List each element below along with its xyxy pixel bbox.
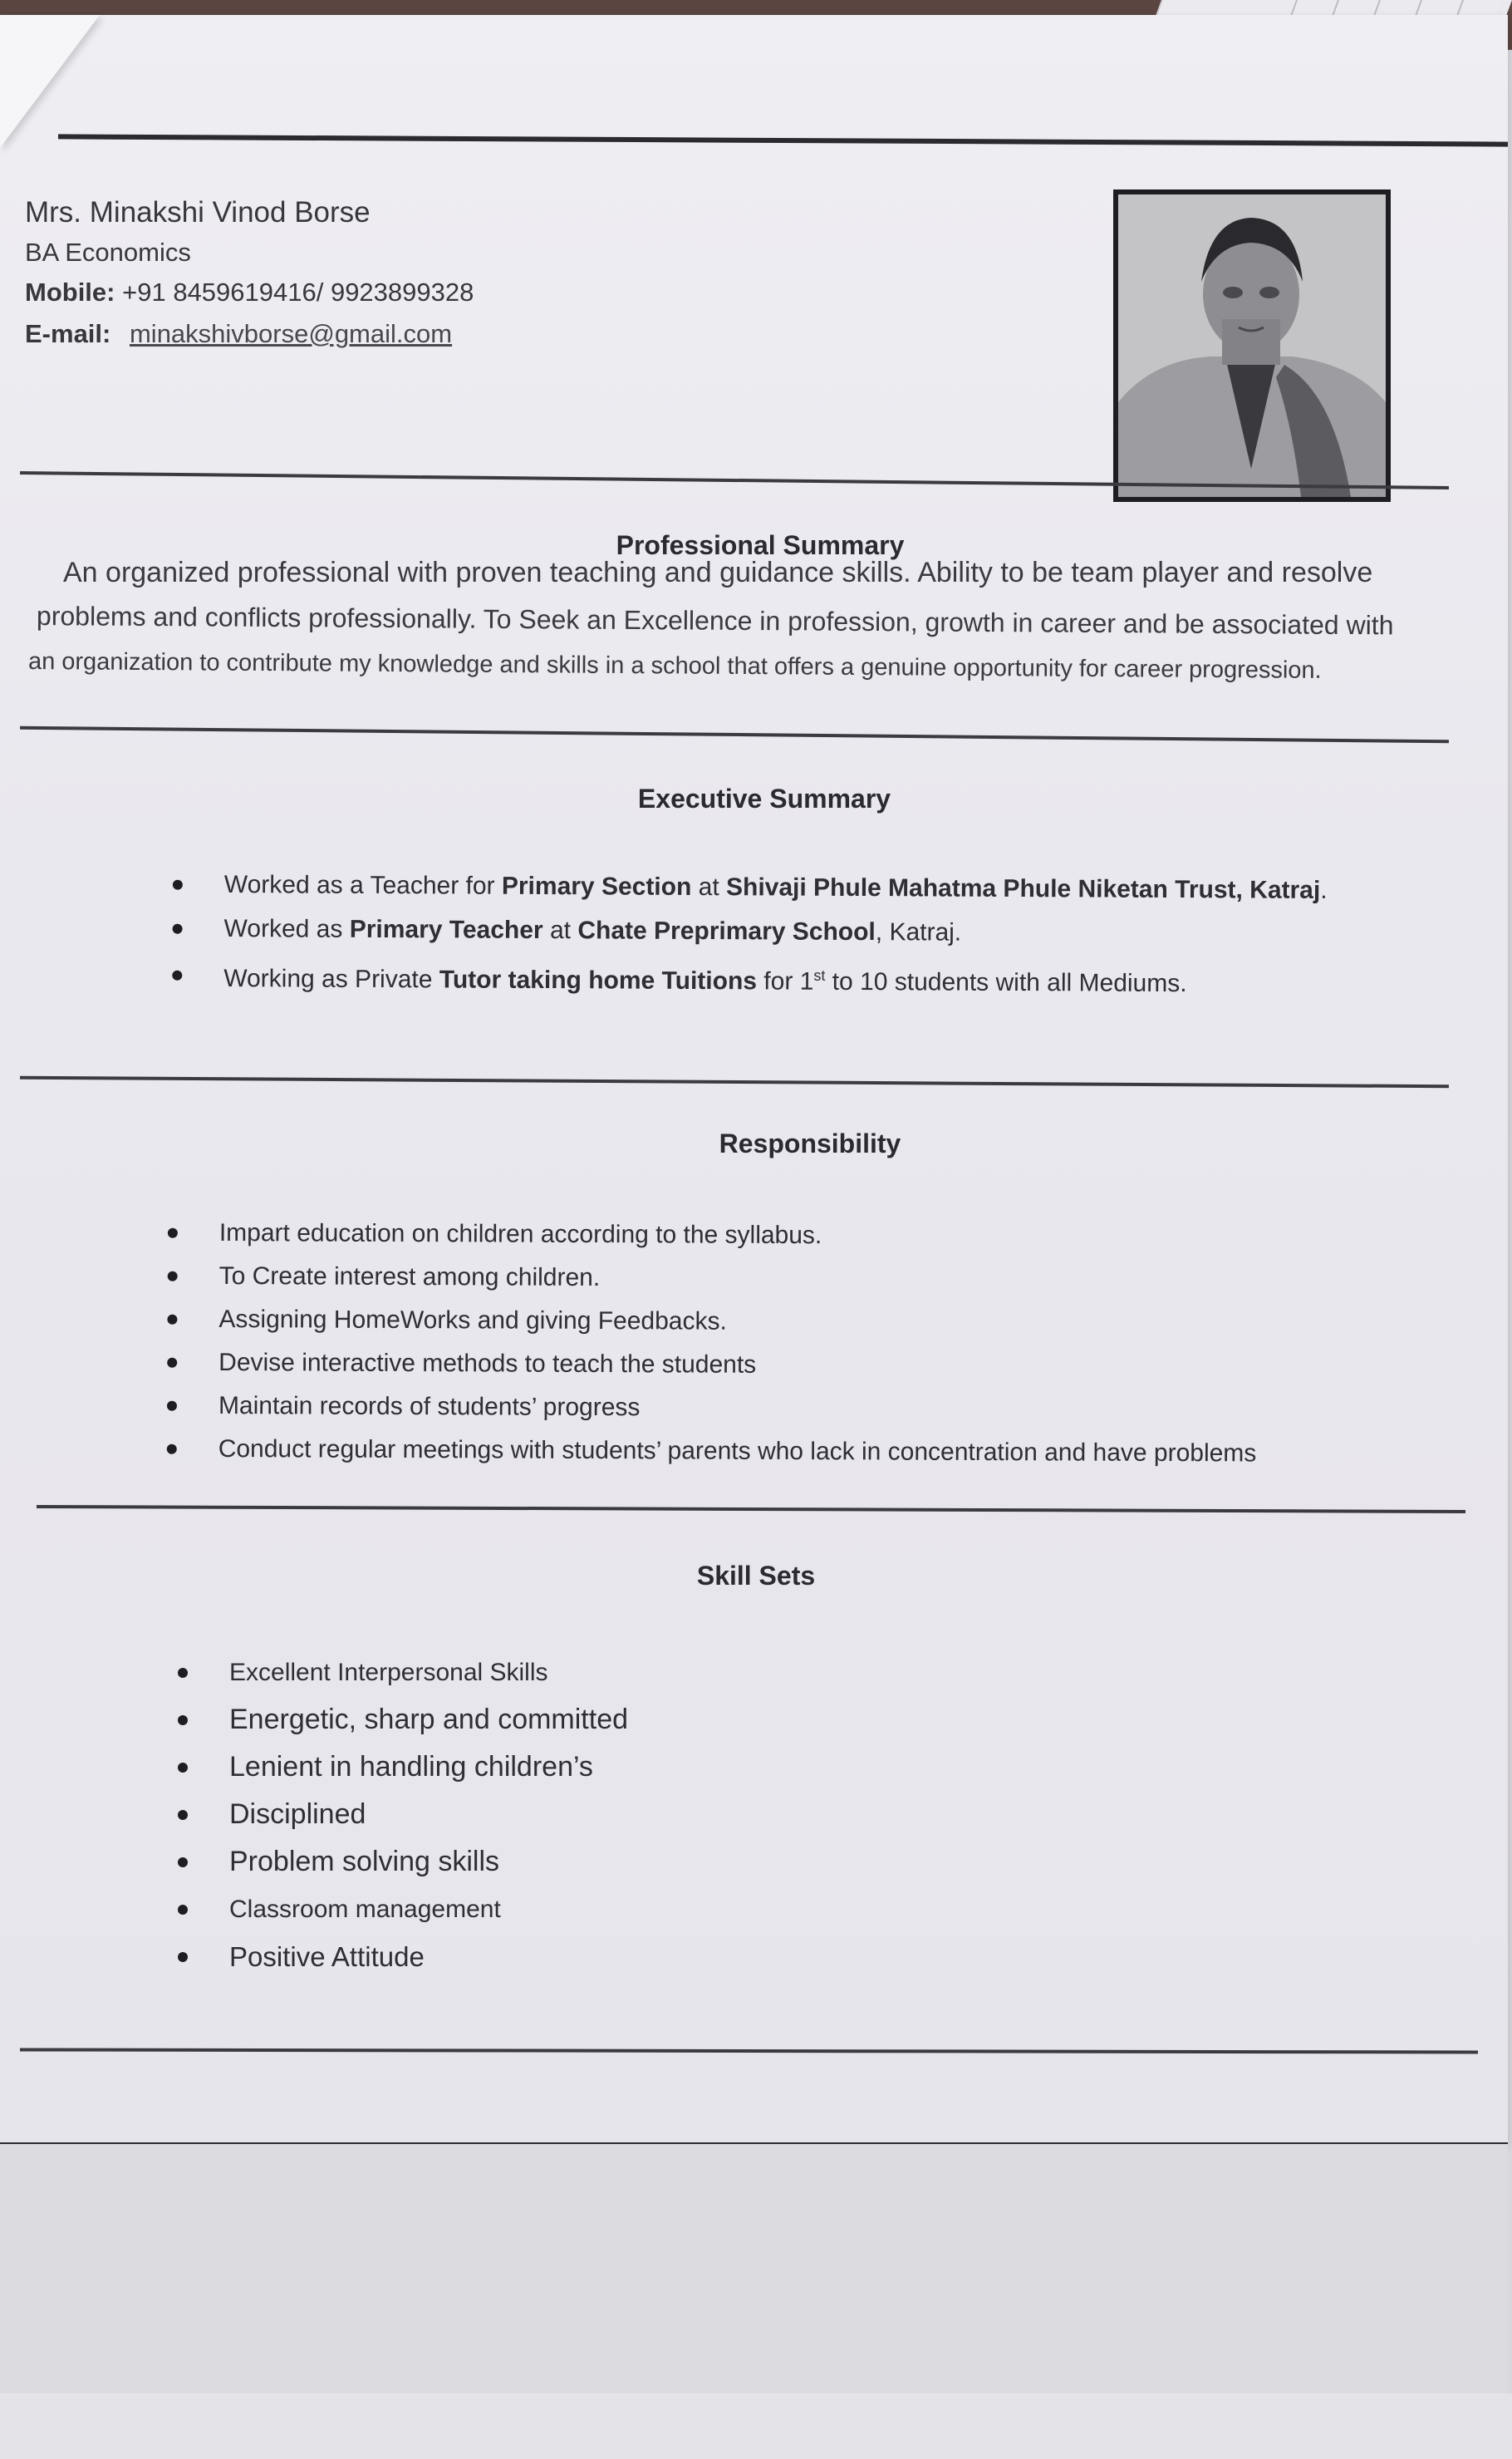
skill-item: Problem solving skills (229, 1838, 628, 1886)
summary-line-3: an organization to contribute my knowledge and skills in a school that offers a genuine opportunity for career progression. (27, 648, 1322, 684)
email-line (25, 319, 452, 349)
professional-summary-title: Professional Summary (616, 530, 905, 560)
next-page-area (0, 2144, 1508, 2393)
summary-divider (20, 726, 1449, 744)
mobile-label: Mobile: (25, 278, 115, 307)
candidate-name: Mrs. Minakshi Vinod Borse (25, 196, 371, 229)
profile-photo (1113, 189, 1391, 502)
bottom-paper-edge (0, 2393, 1512, 2459)
responsibility-item: Maintain records of students’ progress (218, 1384, 1257, 1432)
skill-item: Excellent Interpersonal Skills (229, 1649, 628, 1696)
responsibility-title: Responsibility (719, 1129, 901, 1158)
skill-item: Energetic, sharp and committed (229, 1696, 628, 1743)
resume-sheet (0, 15, 1508, 2142)
executive-summary-list (223, 863, 1328, 1006)
skill-sets-title: Skill Sets (696, 1561, 816, 1591)
skill-sets-list (229, 1649, 628, 1980)
skills-divider (20, 2048, 1478, 2053)
mobile-value: +91 8459619416/ 9923899328 (122, 278, 474, 307)
mobile-line (25, 278, 474, 307)
summary-line-1: An organized professional with proven teaching and guidance skills. Ability to be team player and resolve (63, 557, 1373, 588)
qualification: BA Economics (25, 238, 191, 267)
responsibility-divider (37, 1505, 1465, 1513)
skill-item: Lenient in handling children’s (229, 1743, 628, 1791)
top-rule (58, 134, 1508, 146)
executive-item-3: Working as Private Tutor taking home Tuitions for 1st to 10 students with all Mediums. (223, 951, 1327, 1006)
responsibility-item: Devise interactive methods to teach the students (218, 1341, 1257, 1389)
skill-item: Classroom management (229, 1886, 628, 1933)
executive-item-1: Worked as a Teacher for Primary Section at Shivaji Phule Mahatma Phule Niketan Trust, Katraj. (224, 863, 1328, 912)
responsibility-list (218, 1212, 1258, 1475)
executive-divider (20, 1076, 1449, 1089)
email-label: E-mail: (25, 319, 111, 348)
email-link[interactable]: minakshivborse@gmail.com (129, 319, 453, 348)
executive-summary-title: Executive Summary (637, 784, 891, 814)
responsibility-item: Conduct regular meetings with students’ parents who lack in concentration and have problems (218, 1428, 1257, 1475)
summary-line-2: problems and conflicts professionally. To Seek an Excellence in profession, growth in career and be associated with (36, 601, 1394, 641)
profile-photo-portrait (1118, 194, 1386, 497)
skill-item: Disciplined (229, 1791, 628, 1838)
skill-item: Positive Attitude (229, 1933, 628, 1980)
responsibility-item: Assigning HomeWorks and giving Feedbacks. (218, 1298, 1257, 1345)
page-curl (0, 15, 100, 148)
responsibility-item: To Create interest among children. (219, 1255, 1258, 1302)
executive-item-2: Worked as Primary Teacher at Chate Preprimary School, Katraj. (223, 907, 1327, 957)
responsibility-item: Impart education on children according to the syllabus. (219, 1212, 1258, 1259)
